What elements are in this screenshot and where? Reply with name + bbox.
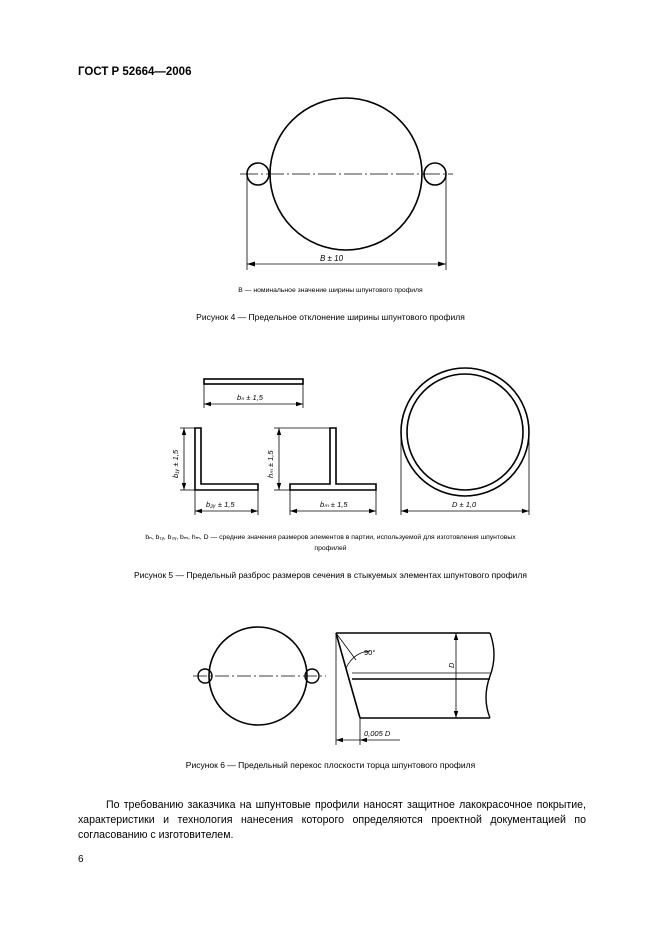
figure6-arrows	[336, 633, 458, 742]
skewed-end-view	[336, 633, 490, 718]
dim-b2y-label: b₂ᵧ ± 1,5	[206, 500, 235, 509]
angle-label: 90°	[364, 648, 376, 657]
page-number: 6	[78, 854, 84, 865]
dim-hm-label: hₘ ± 1,5	[266, 450, 275, 478]
dim-D-label: D ± 1,0	[452, 500, 477, 509]
break-line	[486, 633, 494, 718]
figure5-caption: Рисунок 5 — Предельный разброс размеров сечения в стыкуемых элементах шпунтового профиля	[134, 570, 527, 580]
fig6-D-label: D	[447, 662, 456, 668]
figure5-note-line1: bₙ, b₁ᵧ, b₂ᵧ, bₘ, hₘ, D — средние значения размеров элементов в партии, используемой для изготовления шпунтовых	[145, 534, 516, 541]
dim-b1y-label: b₁ᵧ ± 1,5	[171, 449, 180, 478]
dim-bn-label: bₙ ± 1,5	[237, 393, 263, 402]
figure4-note: B — номинальное значение ширины шпунтового профиля	[238, 287, 423, 294]
body-paragraph	[78, 798, 586, 843]
document-header: ГОСТ Р 52664—2006	[78, 66, 192, 78]
figure4-dimension-label: B ± 10	[320, 254, 344, 263]
body-text: По требованию заказчика на шпунтовые профили наносят защитное лакокрасочное покрытие, характеристики и технология нанесения которого определяются проектной документацией по согласованию с изготовителем.	[78, 799, 586, 841]
figure4-caption: Рисунок 4 — Предельное отклонение ширины шпунтового профиля	[196, 312, 465, 322]
figure6-caption: Рисунок 6 — Предельный перекос плоскости торца шпунтового профиля	[185, 760, 476, 770]
skew-label: 0,005 D	[364, 729, 391, 738]
dim-bm-label: bₘ ± 1,5	[320, 500, 348, 509]
figure5-note-line2: профилей	[314, 545, 347, 552]
